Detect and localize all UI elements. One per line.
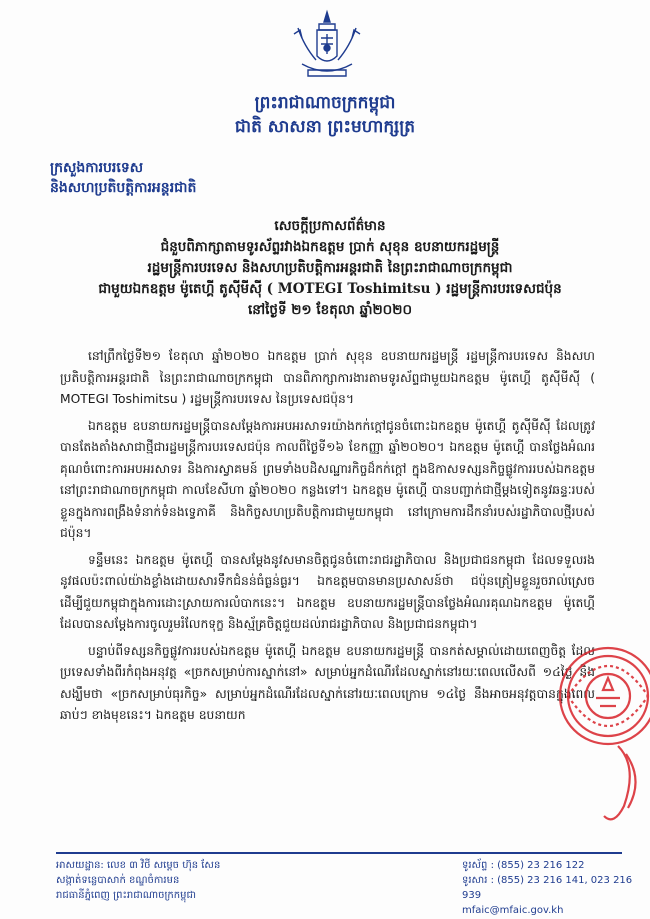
title-heading: សេចក្តីប្រកាសព័ត៌មាន: [274, 218, 386, 234]
footer-contact: [462, 858, 650, 918]
address-line: រាជធានីភ្នំពេញ ព្រះរាជាណាចក្រកម្ពុជា: [56, 890, 196, 901]
body-paragraph: បន្ទាប់ពីទស្សនកិច្ចផ្លូវការរបស់ឯកឧត្តម ម៉ូតេហ្គី ឯកឧត្តម ឧបនាយករដ្ឋមន្ត្រី បានកត់សម្គាល់ដោយពេញចិត្ត ដែលប្រទេសទាំងពីរកំពុងអនុវត្ត «ច្រកសម្រាប់ការស្នាក់នៅ» សម្រាប់អ្នកដំណើរដែលស្នាក់នៅរយៈពេលលើសពី ១៤ថ្ងៃ និងសង្ឃឹមថា «ច្រកសម្រាប់ធុរកិច្ច» សម្រាប់អ្នកដំណើរដែលស្នាក់នៅរយៈពេលក្រោម ១៤ថ្ងៃ នឹងអាចអនុវត្តបានក្នុងពេលឆាប់ៗ ខាងមុខនេះ។ ឯកឧត្តម ឧបនាយក: [60, 643, 595, 722]
ministry-name-line2: និងសហប្រតិបត្តិការអន្តរជាតិ: [50, 180, 197, 196]
address-line: សង្កាត់ទន្លេបាសាក់ ខណ្ឌចំការមន: [56, 875, 180, 886]
title-date: នៅថ្ងៃទី ២១ ខែតុលា ឆ្នាំ២០២០: [247, 302, 413, 318]
footer-divider: [56, 852, 622, 854]
title-subject-line: ជាមួយឯកឧត្តម ម៉ូតេហ្គី តូស៊ីមីស៊ី ( MOTEGI Toshimitsu ) រដ្ឋមន្ត្រីការបរទេសជប៉ុន: [98, 281, 562, 297]
body-paragraph: ឯកឧត្តម ឧបនាយករដ្ឋមន្ត្រីបានសម្តែងការអបអរសាទរយ៉ាងកក់ក្តៅជូនចំពោះឯកឧត្តម ម៉ូតេហ្គី តូស៊ីមីស៊ី ដែលត្រូវបានតែងតាំងសាជាថ្មីជារដ្ឋមន្ត្រីការបរទេសជប៉ុន កាលពីថ្ងៃទី១៦ ខែកញ្ញា ឆ្នាំ២០២០។ ឯកឧត្តម ម៉ូតេហ្គី បានថ្លែងអំណរគុណចំពោះការអបអរសាទរ និងការស្វាគមន៍ ព្រមទាំងបដិសណ្ឋារកិច្ចដ៏កក់ក្តៅ ក្នុងឱកាសទស្សនកិច្ចផ្លូវការរបស់ឯកឧត្តម នៅព្រះរាជាណាចក្រកម្ពុជា កាលខែសីហា ឆ្នាំ២០២០ កន្លងទៅ។ ឯកឧត្តម ម៉ូតេហ្គី បានបញ្ជាក់ជាថ្មីម្តងទៀតនូវឆន្ទៈរបស់ខ្លួនក្នុងការពង្រឹងទំនាក់ទំនងទ្វេភាគី និងកិច្ចសហប្រតិបត្តិការជាមួយកម្ពុជា នៅក្រោមការដឹកនាំរបស់រដ្ឋាភិបាលថ្មីរបស់ជប៉ុន។: [60, 418, 595, 540]
phone-number: ទូរស័ព្ទ : (855) 23 216 122: [462, 860, 585, 871]
address-line: អាសយដ្ឋាន: លេខ ៣ វិថី សម្តេច ហ៊ុន សែន: [56, 860, 221, 871]
document-body: [60, 346, 595, 732]
body-paragraph: នៅព្រឹកថ្ងៃទី២១ ខែតុលា ឆ្នាំ២០២០ ឯកឧត្តម ប្រាក់ សុខុន ឧបនាយករដ្ឋមន្ត្រី រដ្ឋមន្ត្រីការបរទេស និងសហប្រតិបត្តិការអន្តរជាតិ នៃព្រះរាជាណាចក្រកម្ពុជា បានពិភាក្សាការងារតាមទូរស័ព្ទជាមួយឯកឧត្តម ម៉ូតេហ្គី តូស៊ីមីស៊ី ( MOTEGI Toshimitsu ) រដ្ឋមន្ត្រីការបរទេស នៃប្រទេសជប៉ុន។: [60, 349, 595, 406]
kingdom-motto: ជាតិ សាសនា ព្រះមហាក្សត្រ: [234, 117, 416, 137]
title-subject-line: ជំនួបពិភាក្សាតាមទូរស័ព្ទរវាងឯកឧត្តម ប្រាក់ សុខុន ឧបនាយករដ្ឋមន្ត្រី: [160, 239, 500, 255]
footer-address: [56, 858, 220, 903]
fax-number: ទូរសារ : (855) 23 216 141, 023 216 939: [462, 875, 633, 901]
ministry-name: ក្រសួងការបរទេស: [50, 160, 144, 176]
title-subject-line: រដ្ឋមន្ត្រីការបរទេស និងសហប្រតិបត្តិការអន្តរជាតិ នៃព្រះរាជាណាចក្រកម្ពុជា: [147, 260, 513, 276]
royal-coat-of-arms-icon: [288, 8, 366, 82]
kingdom-title: ព្រះរាជាណាចក្រកម្ពុជា: [254, 93, 396, 113]
body-paragraph: ទន្ទឹមនេះ ឯកឧត្តម ម៉ូតេហ្គី បានសម្តែងនូវសមានចិត្តជូនចំពោះរាជរដ្ឋាភិបាល និងប្រជាជនកម្ពុជា ដែលទទួលរងនូវផលប៉ះពាល់យ៉ាងខ្លាំងដោយសារទឹកជំនន់ធំធ្ងន់ធ្ងរ។ ឯកឧត្តមបានមានប្រសាសន៍ថា ជប៉ុនត្រៀមខ្លួនរួចរាល់ស្រេច ដើម្បីជួយកម្ពុជាក្នុងការដោះស្រាយការលំបាកនេះ។ ឯកឧត្តម ឧបនាយករដ្ឋមន្ត្រីបានថ្លែងអំណរគុណឯកឧត្តម ម៉ូតេហ្គី ដែលបានសម្តែងការចូលរួមរំលែកទុក្ខ និងស្ម័គ្រចិត្តជួយដល់រាជរដ្ឋាភិបាល និងប្រជាជនកម្ពុជា។: [60, 552, 595, 631]
ministry-seal-stamp-icon: [548, 636, 650, 836]
email-address[interactable]: mfaic@mfaic.gov.kh: [462, 905, 564, 916]
press-release-title: [90, 216, 570, 321]
